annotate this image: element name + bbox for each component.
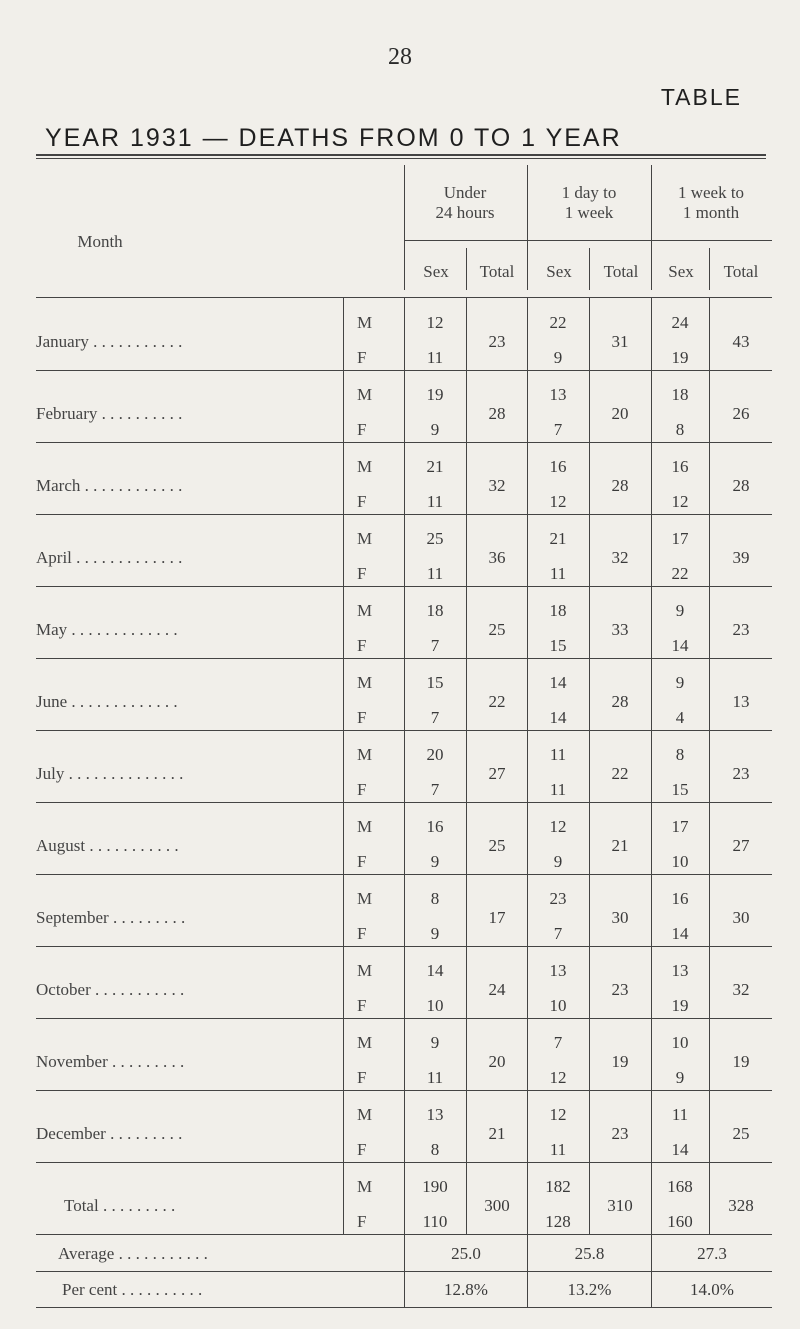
under24h-male: 12 — [426, 313, 444, 332]
under24h-female: 11 — [426, 564, 444, 583]
under24h-female: 11 — [426, 1068, 444, 1087]
day-week-total: 31 — [611, 332, 629, 351]
day-week-total: 28 — [611, 692, 629, 711]
day-week-female: 128 — [545, 1212, 571, 1231]
page-number: 28 — [388, 44, 412, 70]
sex-f: F — [357, 564, 367, 583]
day-week-female: 7 — [553, 924, 563, 943]
month-name: July — [36, 764, 65, 783]
week-month-male: 9 — [675, 673, 685, 692]
group-header-1-day-to-1-week — [527, 183, 651, 223]
month-name: November — [36, 1052, 108, 1071]
under24h-female: 8 — [430, 1140, 440, 1159]
sex-m: M — [357, 1105, 373, 1124]
month-label: January . . . . . . . . . . . — [36, 332, 183, 351]
col-rule — [651, 298, 652, 1307]
day-week-total: 30 — [611, 908, 629, 927]
table-row-october — [0, 946, 800, 1018]
week-month-male: 16 — [671, 889, 689, 908]
average-day-week: 25.8 — [574, 1244, 605, 1263]
header-vrule — [651, 165, 652, 290]
average-week-month: 27.3 — [697, 1244, 727, 1263]
month-header: Month — [77, 232, 123, 251]
day-week-female: 15 — [549, 636, 567, 655]
under24h-male: 21 — [426, 457, 444, 476]
week-month-female: 14 — [671, 636, 689, 655]
under24h-female: 7 — [430, 780, 440, 799]
month-label: February . . . . . . . . . . — [36, 404, 183, 423]
header-vrule — [589, 248, 590, 290]
week-month-total: 43 — [732, 332, 750, 351]
week-month-female: 8 — [675, 420, 685, 439]
week-month-female: 14 — [671, 1140, 689, 1159]
group-header-line1: Under — [443, 183, 487, 202]
sex-f: F — [357, 1212, 367, 1231]
table-row-march — [0, 442, 800, 514]
under24h-male: 9 — [430, 1033, 440, 1052]
under24h-total: 32 — [488, 476, 506, 495]
under24h-female: 9 — [430, 420, 440, 439]
week-month-female: 15 — [671, 780, 689, 799]
day-week-male: 22 — [549, 313, 567, 332]
col-rule — [404, 298, 405, 1307]
week-month-total: 28 — [732, 476, 750, 495]
day-week-male: 21 — [549, 529, 567, 548]
table-row-total — [0, 1162, 800, 1234]
sex-m: M — [357, 961, 373, 980]
month-label: October . . . . . . . . . . . — [36, 980, 185, 999]
table-row-june — [0, 658, 800, 730]
month-label: November . . . . . . . . . — [36, 1052, 185, 1071]
month-name: June — [36, 692, 68, 711]
under24h-total: 21 — [488, 1124, 506, 1143]
week-month-female: 14 — [671, 924, 689, 943]
week-month-male: 18 — [671, 385, 689, 404]
week-month-male: 11 — [671, 1105, 689, 1124]
week-month-male: 10 — [671, 1033, 689, 1052]
month-label: September . . . . . . . . . — [36, 908, 186, 927]
day-week-total: 32 — [611, 548, 629, 567]
total-header: Total — [479, 262, 515, 281]
day-week-total: 310 — [607, 1196, 633, 1215]
sex-f: F — [357, 1140, 367, 1159]
under24h-female: 110 — [422, 1212, 448, 1231]
per-cent-week-month: 14.0% — [690, 1280, 734, 1299]
under24h-male: 16 — [426, 817, 444, 836]
week-month-total: 27 — [732, 836, 750, 855]
month-name: September — [36, 908, 109, 927]
sex-m: M — [357, 673, 373, 692]
day-week-total: 23 — [611, 980, 629, 999]
month-name: January — [36, 332, 89, 351]
under24h-male: 25 — [426, 529, 444, 548]
table-title: YEAR 1931 — DEATHS FROM 0 TO 1 YEAR — [45, 124, 622, 152]
under24h-female: 11 — [426, 492, 444, 511]
day-week-total: 22 — [611, 764, 629, 783]
under24h-total: 27 — [488, 764, 506, 783]
day-week-male: 13 — [549, 961, 567, 980]
table-row-may — [0, 586, 800, 658]
sex-m: M — [357, 601, 373, 620]
table-row-average — [0, 1234, 800, 1271]
per-cent-label: Per cent . . . . . . . . . . — [62, 1280, 203, 1299]
group-header-under-24-hours — [405, 183, 525, 223]
under24h-male: 18 — [426, 601, 444, 620]
month-label: December . . . . . . . . . — [36, 1124, 183, 1143]
table-row-september — [0, 874, 800, 946]
under24h-female: 10 — [426, 996, 444, 1015]
under24h-total: 36 — [488, 548, 506, 567]
sex-f: F — [357, 852, 367, 871]
week-month-total: 23 — [732, 764, 750, 783]
month-name: April — [36, 548, 72, 567]
table-row-february — [0, 370, 800, 442]
week-month-total: 32 — [732, 980, 750, 999]
week-month-total: 23 — [732, 620, 750, 639]
sex-f: F — [357, 780, 367, 799]
table-row-august — [0, 802, 800, 874]
sex-m: M — [357, 1177, 373, 1196]
under24h-total: 24 — [488, 980, 506, 999]
month-label: Total . . . . . . . . . — [64, 1196, 176, 1215]
header-vrule — [527, 165, 528, 290]
per-cent-label-text: Per cent — [62, 1280, 118, 1299]
table-row-december — [0, 1090, 800, 1162]
day-week-total: 20 — [611, 404, 629, 423]
per-cent-under24h: 12.8% — [444, 1280, 488, 1299]
day-week-male: 182 — [545, 1177, 571, 1196]
sex-m: M — [357, 457, 373, 476]
group-header-line2: 1 month — [682, 203, 740, 222]
week-month-female: 10 — [671, 852, 689, 871]
under24h-total: 25 — [488, 836, 506, 855]
under24h-female: 11 — [426, 348, 444, 367]
col-rule — [709, 298, 710, 1234]
week-month-total: 19 — [732, 1052, 750, 1071]
sex-m: M — [357, 889, 373, 908]
under24h-male: 15 — [426, 673, 444, 692]
month-name: August — [36, 836, 86, 855]
day-week-female: 14 — [549, 708, 567, 727]
under24h-female: 7 — [430, 708, 440, 727]
table-row-july — [0, 730, 800, 802]
under24h-male: 19 — [426, 385, 444, 404]
day-week-male: 16 — [549, 457, 567, 476]
day-week-female: 11 — [549, 1140, 567, 1159]
sex-f: F — [357, 708, 367, 727]
week-month-total: 25 — [732, 1124, 750, 1143]
month-name: May — [36, 620, 68, 639]
month-label: April . . . . . . . . . . . . . — [36, 548, 183, 567]
under24h-total: 22 — [488, 692, 506, 711]
month-name: February — [36, 404, 98, 423]
under24h-male: 190 — [422, 1177, 448, 1196]
day-week-female: 12 — [549, 1068, 567, 1087]
month-name: March — [36, 476, 81, 495]
col-rule — [589, 298, 590, 1234]
sex-f: F — [357, 420, 367, 439]
month-label: June . . . . . . . . . . . . . — [36, 692, 178, 711]
week-month-female: 19 — [671, 996, 689, 1015]
header-vrule — [404, 165, 405, 290]
under24h-male: 8 — [430, 889, 440, 908]
header-vrule — [466, 248, 467, 290]
week-month-male: 17 — [671, 529, 689, 548]
under24h-total: 20 — [488, 1052, 506, 1071]
total-header: Total — [723, 262, 759, 281]
month-name: Total — [64, 1196, 99, 1215]
day-week-female: 9 — [553, 852, 563, 871]
under24h-male: 14 — [426, 961, 444, 980]
under24h-total: 300 — [484, 1196, 510, 1215]
group-header-line1: 1 week to — [677, 183, 745, 202]
month-label: March . . . . . . . . . . . . — [36, 476, 183, 495]
week-month-male: 16 — [671, 457, 689, 476]
week-month-total: 328 — [728, 1196, 754, 1215]
average-label-text: Average — [58, 1244, 115, 1263]
month-label: August . . . . . . . . . . . — [36, 836, 179, 855]
under24h-total: 28 — [488, 404, 506, 423]
group-header-line2: 1 week — [564, 203, 614, 222]
day-week-male: 12 — [549, 817, 567, 836]
week-month-total: 26 — [732, 404, 750, 423]
day-week-female: 10 — [549, 996, 567, 1015]
group-header-line1: 1 day to — [561, 183, 617, 202]
day-week-total: 19 — [611, 1052, 629, 1071]
sex-f: F — [357, 348, 367, 367]
table-label: TABLE — [660, 84, 742, 110]
under24h-female: 9 — [430, 852, 440, 871]
under24h-male: 13 — [426, 1105, 444, 1124]
sex-m: M — [357, 817, 373, 836]
sex-header: Sex — [423, 262, 449, 281]
day-week-female: 9 — [553, 348, 563, 367]
average-under24h: 25.0 — [451, 1244, 481, 1263]
month-name: October — [36, 980, 91, 999]
table-row-january — [0, 298, 800, 370]
day-week-male: 13 — [549, 385, 567, 404]
sex-m: M — [357, 529, 373, 548]
day-week-male: 11 — [549, 745, 567, 764]
under24h-total: 25 — [488, 620, 506, 639]
week-month-female: 12 — [671, 492, 689, 511]
under24h-total: 23 — [488, 332, 506, 351]
header-vrule — [709, 248, 710, 290]
day-week-female: 11 — [549, 564, 567, 583]
total-header: Total — [603, 262, 639, 281]
table-row-per-cent — [0, 1271, 800, 1307]
week-month-male: 168 — [667, 1177, 693, 1196]
under24h-female: 7 — [430, 636, 440, 655]
day-week-total: 28 — [611, 476, 629, 495]
week-month-female: 160 — [667, 1212, 693, 1231]
header-hrule — [404, 240, 772, 241]
month-label: July . . . . . . . . . . . . . . — [36, 764, 184, 783]
week-month-male: 9 — [675, 601, 685, 620]
average-label: Average . . . . . . . . . . . — [58, 1244, 208, 1263]
day-week-male: 7 — [553, 1033, 563, 1052]
sex-f: F — [357, 996, 367, 1015]
week-month-female: 19 — [671, 348, 689, 367]
sex-f: F — [357, 492, 367, 511]
sex-f: F — [357, 924, 367, 943]
month-name: December — [36, 1124, 106, 1143]
col-rule — [343, 298, 344, 1234]
sex-header: Sex — [546, 262, 572, 281]
day-week-total: 21 — [611, 836, 629, 855]
week-month-male: 17 — [671, 817, 689, 836]
week-month-male: 24 — [671, 313, 689, 332]
table-row-november — [0, 1018, 800, 1090]
week-month-female: 4 — [675, 708, 685, 727]
per-cent-day-week: 13.2% — [567, 1280, 612, 1299]
day-week-female: 11 — [549, 780, 567, 799]
group-header-line2: 24 hours — [435, 203, 495, 222]
day-week-male: 12 — [549, 1105, 567, 1124]
sex-f: F — [357, 636, 367, 655]
week-month-total: 13 — [732, 692, 750, 711]
under24h-female: 9 — [430, 924, 440, 943]
sex-m: M — [357, 1033, 373, 1052]
under24h-total: 17 — [488, 908, 506, 927]
col-rule — [466, 298, 467, 1234]
day-week-male: 23 — [549, 889, 567, 908]
sex-f: F — [357, 1068, 367, 1087]
week-month-male: 13 — [671, 961, 689, 980]
day-week-total: 33 — [611, 620, 629, 639]
week-month-male: 8 — [675, 745, 685, 764]
sex-m: M — [357, 385, 373, 404]
sex-m: M — [357, 745, 373, 764]
row-rule — [36, 1307, 772, 1308]
col-rule — [527, 298, 528, 1307]
day-week-female: 12 — [549, 492, 567, 511]
week-month-total: 39 — [732, 548, 750, 567]
under24h-male: 20 — [426, 745, 444, 764]
week-month-female: 22 — [671, 564, 689, 583]
table-row-april — [0, 514, 800, 586]
month-label: May . . . . . . . . . . . . . — [36, 620, 178, 639]
day-week-male: 18 — [549, 601, 567, 620]
week-month-female: 9 — [675, 1068, 685, 1087]
sex-header: Sex — [668, 262, 694, 281]
group-header-1-week-to-1-month — [651, 183, 771, 223]
day-week-total: 23 — [611, 1124, 629, 1143]
day-week-female: 7 — [553, 420, 563, 439]
sex-m: M — [357, 313, 373, 332]
week-month-total: 30 — [732, 908, 750, 927]
day-week-male: 14 — [549, 673, 567, 692]
